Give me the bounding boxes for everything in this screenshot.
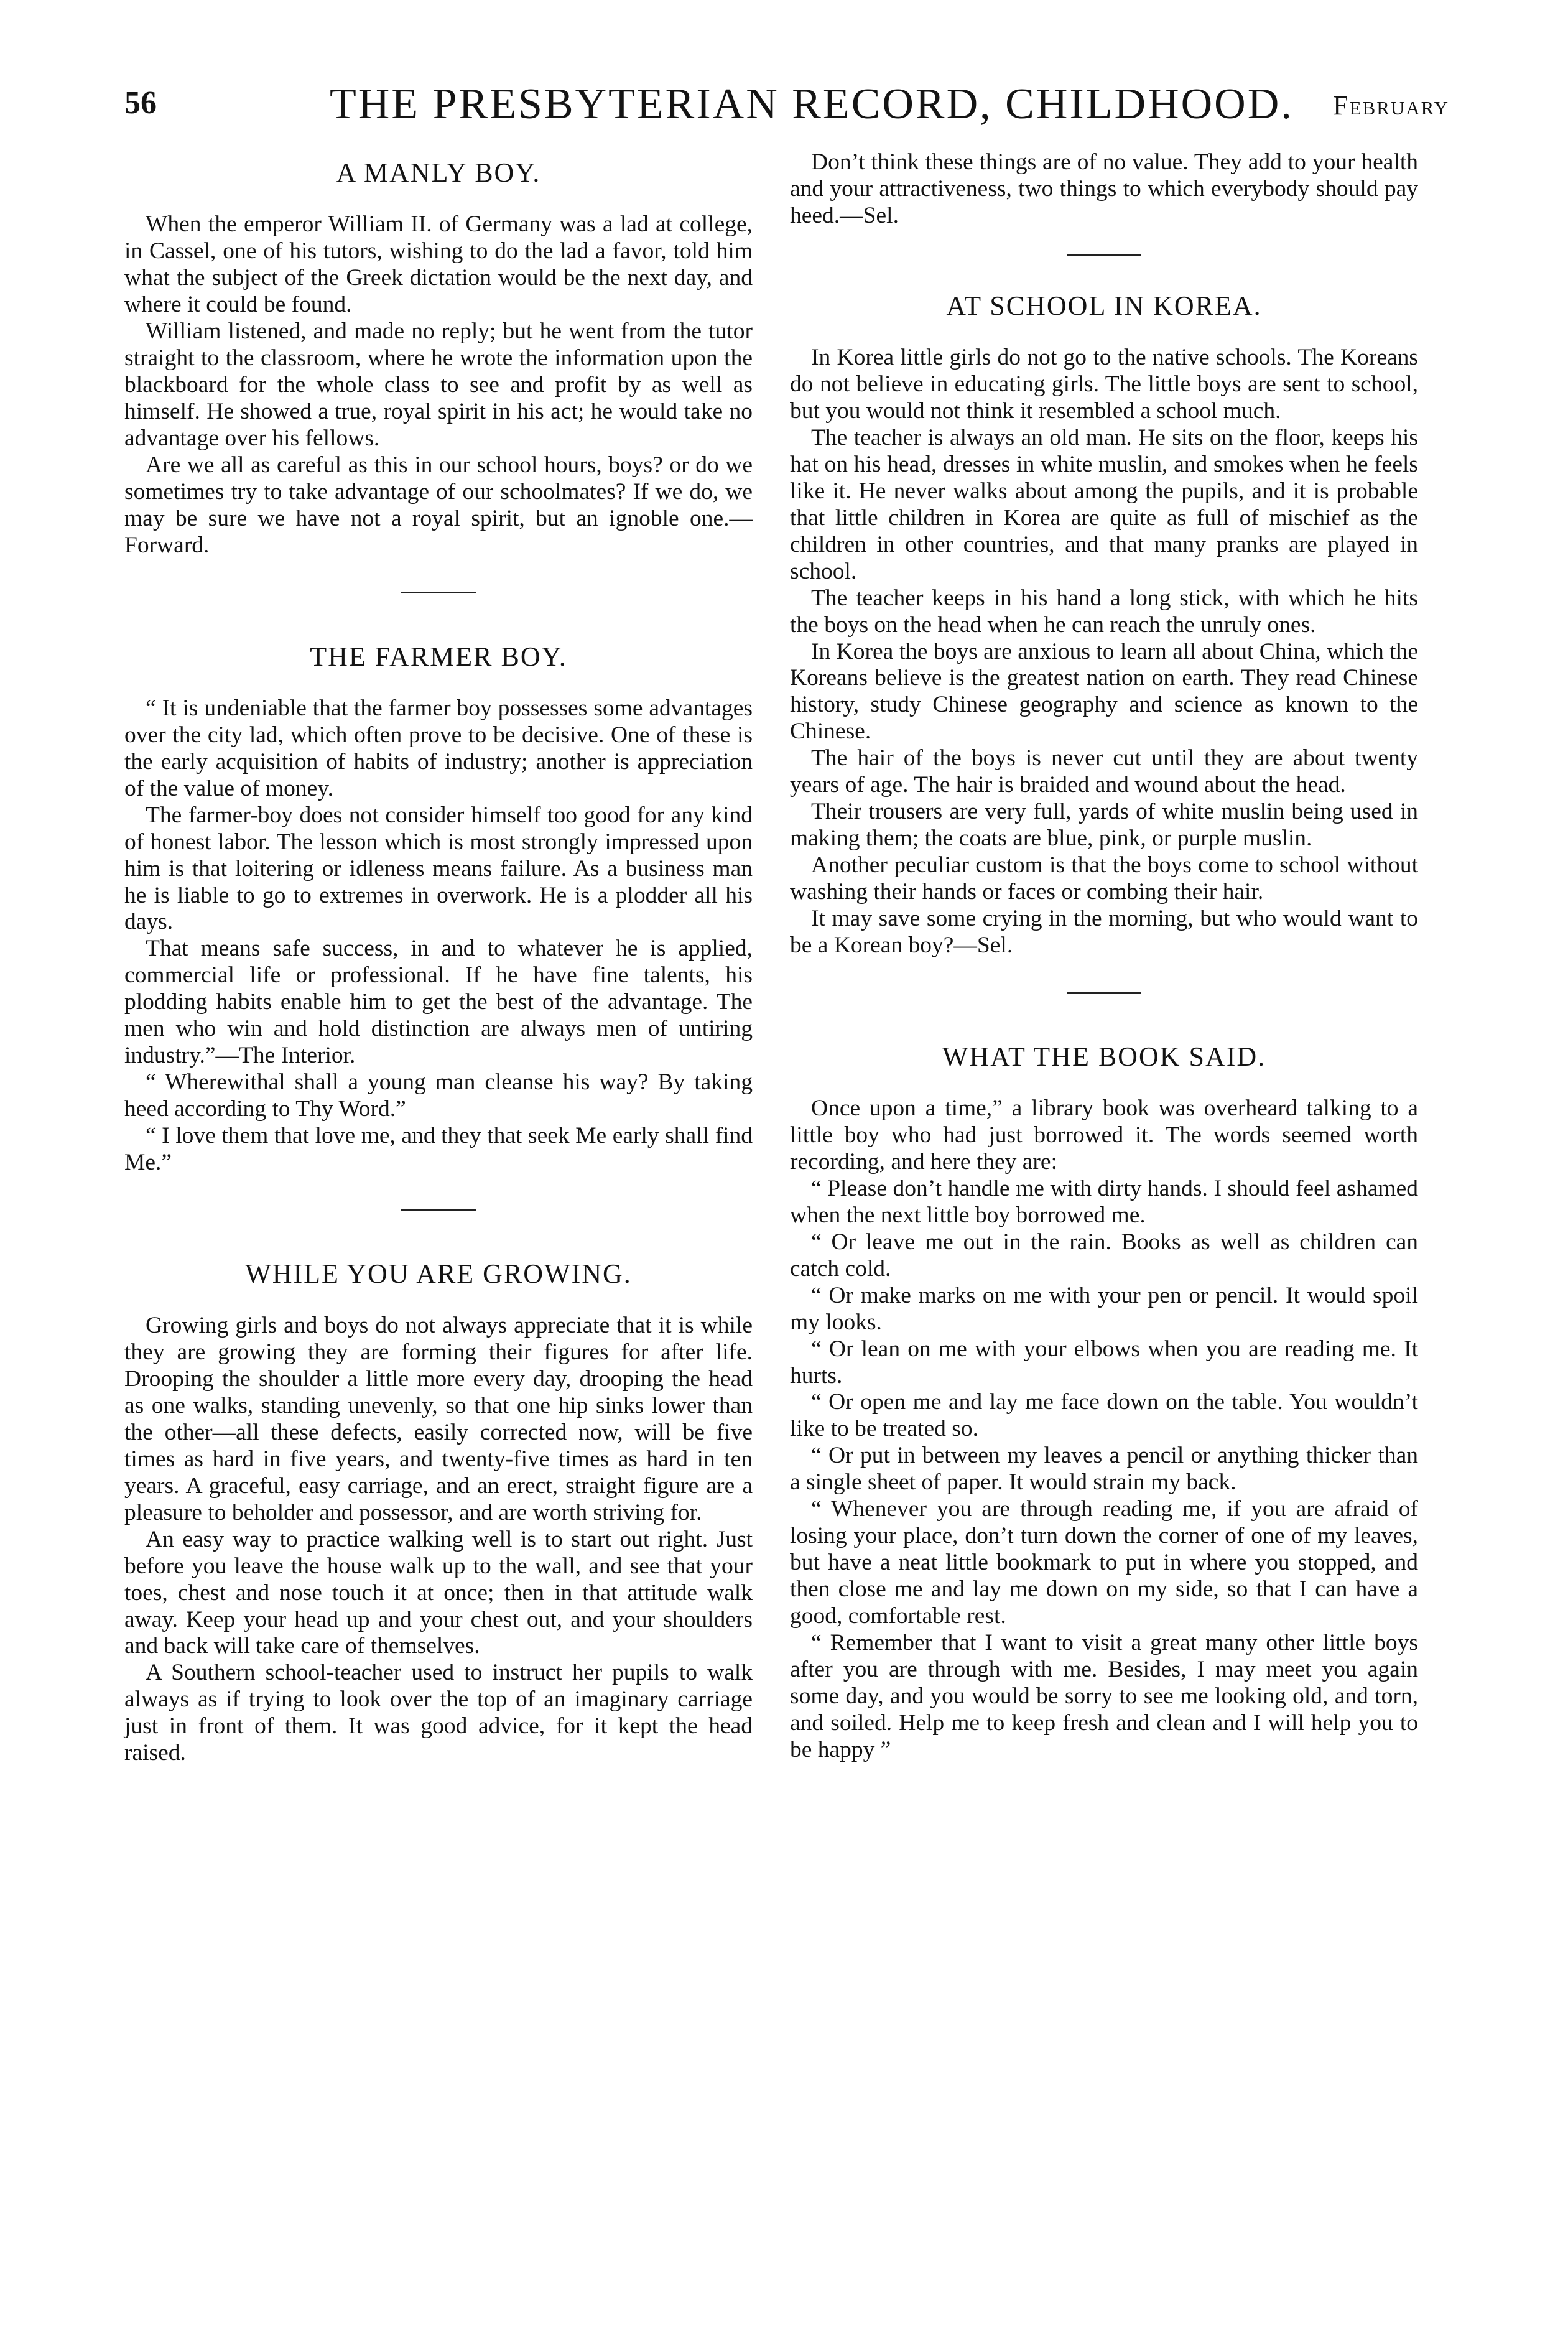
paragraph: It may save some crying in the morning, but who would want to be a Korean boy?—Sel. bbox=[790, 905, 1418, 958]
article-book-said bbox=[790, 1042, 1418, 1764]
paragraph: The hair of the boys is never cut until they are about twenty years of age. The hair is braided and wound about the head. bbox=[790, 745, 1418, 798]
paragraph: Growing girls and boys do not always appreciate that it is while they are growing they are forming their figures for after life. Drooping the shoulder a little more every day, drooping the head as one walks, standing unevenly, so that one hip sinks lower than the other—all these defects, easily corrected now, will be five times as hard in five years, and twenty-five times as hard in ten years. A graceful, easy carriage, and an erect, straight figure are a pleasure to beholder and possessor, and are worth striving for. bbox=[124, 1313, 753, 1525]
page-number: 56 bbox=[124, 85, 157, 121]
issue-month: February bbox=[1333, 90, 1449, 121]
paragraph: When the emperor William II. of Germany was a lad at college, in Cassel, one of his tutors, wishing to do the lad a favor, told him what the subject of the Greek dictation would be the next day, and where it could be found. bbox=[124, 212, 753, 318]
paragraph: In Korea little girls do not go to the native schools. The Koreans do not believe in educating girls. The little boys are sent to school, but you would not think it resembled a school much. bbox=[790, 345, 1418, 424]
right-column bbox=[790, 149, 1418, 1764]
paragraph: “ Or open me and lay me face down on the table. You wouldn’t like to be treated so. bbox=[790, 1389, 1418, 1442]
page-header bbox=[124, 80, 1449, 136]
paragraph: The teacher is always an old man. He sits on the floor, keeps his hat on his head, dresses in white muslin, and smokes when he feels like it. He never walks about among the pupils, and it is probable that little children in Korea are quite as full of mischief as the children in other countries, and that many pranks are played in school. bbox=[790, 425, 1418, 584]
paragraph: William listened, and made no reply; but he went from the tutor straight to the classroom, where he wrote the information upon the blackboard for the whole class to see and profit by as well as himself. He showed a true, royal spirit in his act; he would take no advantage over his fellows. bbox=[124, 319, 753, 451]
running-title: THE PRESBYTERIAN RECORD, CHILDHOOD. bbox=[330, 80, 1294, 128]
paragraph: “ Please don’t handle me with dirty hands. I should feel ashamed when the next little boy borrowed me. bbox=[790, 1175, 1418, 1228]
article-title: AT SCHOOL IN KOREA. bbox=[946, 290, 1262, 321]
section-divider bbox=[401, 1209, 476, 1211]
paragraph: That means safe success, in and to whatever he is applied, commercial life or professional. If he have fine talents, his plodding habits enable him to get the best of the advantage. The men who win and hold distinction are always men of untiring industry.”—The Interior. bbox=[124, 936, 753, 1069]
paragraph: In Korea the boys are anxious to learn all about China, which the Koreans believe is the greatest nation on earth. They read Chinese history, study Chinese geography and science as known to the Chinese. bbox=[790, 638, 1418, 745]
article-farmer-boy bbox=[124, 642, 753, 1176]
paragraph: Another peculiar custom is that the boys come to school without washing their hands or faces or combing their hair. bbox=[790, 852, 1418, 905]
paragraph: “ It is undeniable that the farmer boy possesses some advantages over the city lad, which often prove to be decisive. One of these is the early acquisition of habits of industry; another is appreciation of the value of money. bbox=[124, 695, 753, 801]
paragraph: “ Or make marks on me with your pen or pencil. It would spoil my looks. bbox=[790, 1282, 1418, 1335]
paragraph: The farmer-boy does not consider himself too good for any kind of honest labor. The lesson which is most strongly impressed upon him is that loitering or idleness means failure. As a business man he is liable to go to extremes in overwork. He is a plodder all his days. bbox=[124, 802, 753, 935]
paragraph: “ Or lean on me with your elbows when you are reading me. It hurts. bbox=[790, 1336, 1418, 1389]
article-title: THE FARMER BOY. bbox=[310, 641, 567, 672]
paragraph: Their trousers are very full, yards of white muslin being used in making them; the coats are blue, pink, or purple muslin. bbox=[790, 799, 1418, 852]
section-divider bbox=[1067, 254, 1141, 256]
section-divider bbox=[401, 592, 476, 593]
article-title: A MANLY BOY. bbox=[336, 157, 541, 188]
article-while-growing bbox=[124, 1259, 753, 1767]
paragraph: “ Remember that I want to visit a great many other little boys after you are through with me. Besides, I may meet you again some day, and you would be sorry to see me looking old, and torn, and soiled. Help me to keep fresh and clean and I will help you to be happy ” bbox=[790, 1629, 1418, 1762]
article-title: WHILE YOU ARE GROWING. bbox=[245, 1258, 632, 1289]
article-korea bbox=[790, 291, 1418, 959]
article-title: WHAT THE BOOK SAID. bbox=[942, 1041, 1266, 1072]
paragraph: “ Or put in between my leaves a pencil or anything thicker than a single sheet of paper. It would strain my back. bbox=[790, 1443, 1418, 1496]
paragraph: Once upon a time,” a library book was overheard talking to a little boy who had just borrowed it. The words seemed worth recording, and here they are: bbox=[790, 1096, 1418, 1175]
paragraph: “ Whenever you are through reading me, if you are afraid of losing your place, don’t turn down the corner of one of my leaves, but have a neat little bookmark to put in where you stopped, and then close me and lay me down on my side, so that I can have a good, comfortable rest. bbox=[790, 1496, 1418, 1629]
left-column bbox=[124, 149, 753, 1767]
paragraph: The teacher keeps in his hand a long stick, with which he hits the boys on the head when he can reach the unruly ones. bbox=[790, 585, 1418, 638]
article-manly-boy bbox=[124, 158, 753, 559]
paragraph: “ Or leave me out in the rain. Books as well as children can catch cold. bbox=[790, 1229, 1418, 1282]
article-while-growing-continued bbox=[790, 149, 1418, 230]
section-divider bbox=[1067, 992, 1141, 994]
paragraph: “ Wherewithal shall a young man cleanse his way? By taking heed according to Thy Word.” bbox=[124, 1069, 753, 1122]
paragraph: A Southern school-teacher used to instruct her pupils to walk always as if trying to look over the top of an imaginary carriage just in front of them. It was good advice, for it kept the head raised. bbox=[124, 1660, 753, 1766]
paragraph: “ I love them that love me, and they that seek Me early shall find Me.” bbox=[124, 1122, 753, 1175]
paragraph: Don’t think these things are of no value. They add to your health and your attractiveness, two things to which everybody should pay heed.—Sel. bbox=[790, 149, 1418, 228]
paragraph: Are we all as careful as this in our school hours, boys? or do we sometimes try to take advantage of our schoolmates? If we do, we may be sure we have not a royal spirit, but an ignoble one.—Forward. bbox=[124, 452, 753, 558]
paragraph: An easy way to practice walking well is to start out right. Just before you leave the house walk up to the wall, and see that your toes, chest and nose touch it at once; then in that attitude walk away. Keep your head up and your chest out, and your shoulders and back will take care of themselves. bbox=[124, 1526, 753, 1659]
